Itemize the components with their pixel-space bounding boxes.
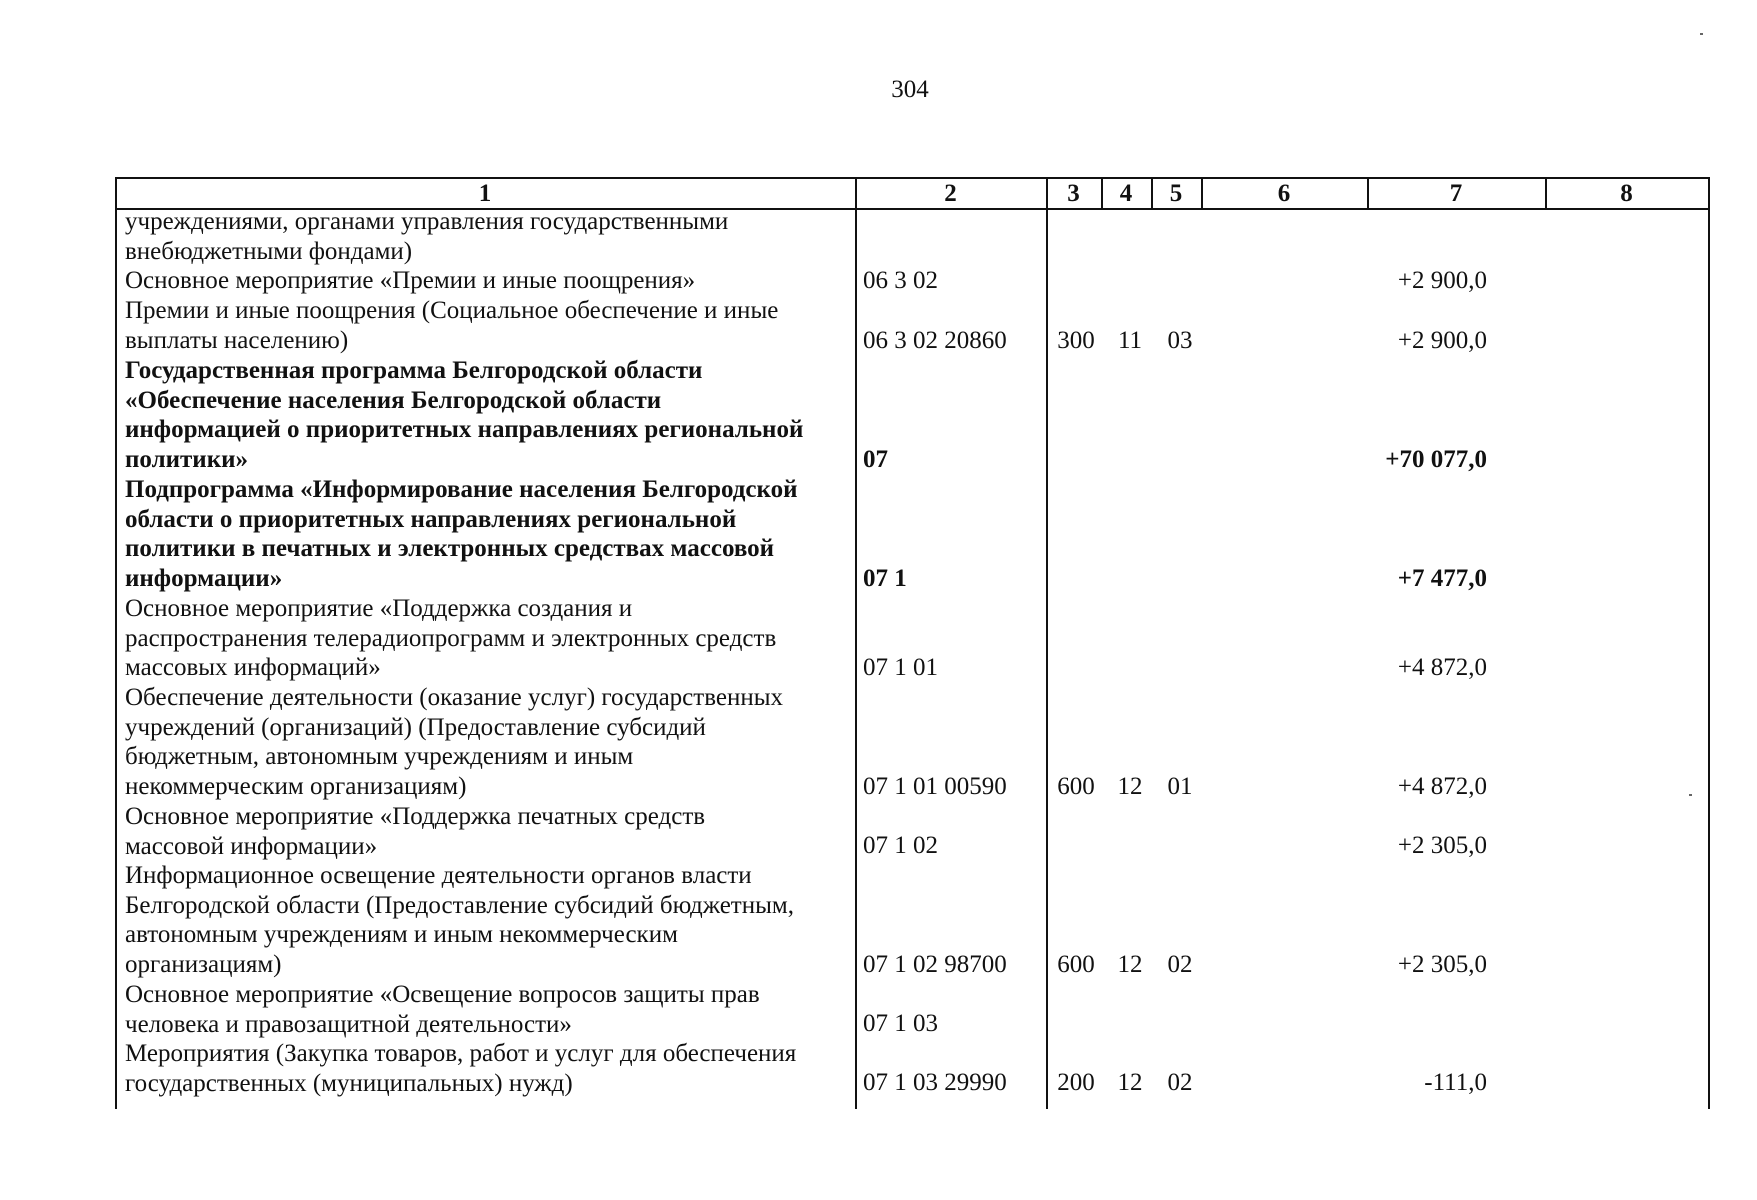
header-col-2: 2 xyxy=(944,180,957,207)
amount-value: +2 900,0 xyxy=(1397,327,1487,354)
description-line: Государственная программа Белгородской области xyxy=(125,357,703,384)
expense-type-code: 300 xyxy=(1057,327,1095,354)
description-line: информацией о приоритетных направлениях региональной xyxy=(125,416,804,444)
description-line: Подпрограмма «Информирование населения Белгородской xyxy=(125,476,798,503)
target-code: 07 xyxy=(863,446,888,473)
description-line: «Обеспечение населения Белгородской области xyxy=(125,386,662,414)
target-code: 06 3 02 20860 xyxy=(863,327,1007,354)
description-line: бюджетным, автономным учреждениям и иным xyxy=(125,743,634,771)
subsection-code: 02 xyxy=(1167,1069,1193,1096)
table-row-description xyxy=(125,861,845,980)
description-line: Основное мероприятие «Премии и иные поощрения» xyxy=(125,267,696,294)
table-row-description xyxy=(125,475,845,594)
target-code: 07 1 01 00590 xyxy=(863,773,1007,800)
amount-value: +4 872,0 xyxy=(1397,773,1487,800)
table-top-rule xyxy=(115,177,1710,179)
scan-speck xyxy=(1689,794,1692,796)
description-line: Информационное освещение деятельности органов власти xyxy=(125,862,752,889)
subsection-code: 02 xyxy=(1167,951,1193,978)
description-line: политики в печатных и электронных средствах массовой xyxy=(125,535,775,563)
expense-type-code: 600 xyxy=(1057,951,1095,978)
table-left-border xyxy=(115,177,117,1109)
description-line: автономным учреждениям и иным некоммерческим xyxy=(125,921,678,949)
subsection-code: 01 xyxy=(1167,773,1193,800)
description-line: области о приоритетных направлениях региональной xyxy=(125,505,737,533)
header-col-8: 8 xyxy=(1620,180,1633,207)
scan-speck xyxy=(1700,33,1703,35)
table-row-description xyxy=(125,802,845,861)
page-number: 304 xyxy=(891,76,929,103)
amount-value: +2 900,0 xyxy=(1397,267,1487,294)
table-row-description xyxy=(125,683,845,802)
expense-type-code: 600 xyxy=(1057,773,1095,800)
header-col-3: 3 xyxy=(1067,180,1080,207)
amount-value: +70 077,0 xyxy=(1385,446,1487,473)
description-line: некоммерческим организациям) xyxy=(125,773,467,801)
table-row-description xyxy=(125,266,845,296)
target-code: 07 1 xyxy=(863,565,907,592)
subsection-code: 03 xyxy=(1167,327,1193,354)
section-code: 11 xyxy=(1117,327,1143,354)
description-line: Премии и иные поощрения (Социальное обеспечение и иные xyxy=(125,297,779,324)
table-row-description xyxy=(125,1039,845,1098)
header-col-6: 6 xyxy=(1277,180,1291,207)
description-line: информации» xyxy=(125,565,283,593)
table-row-description xyxy=(125,594,845,683)
description-line: учреждений (организаций) (Предоставление субсидий xyxy=(125,713,706,741)
header-col-7: 7 xyxy=(1449,180,1463,207)
description-line: Обеспечение деятельности (оказание услуг) государственных xyxy=(125,684,784,711)
description-line: Основное мероприятие «Поддержка создания и xyxy=(125,595,633,622)
amount-value: -111,0 xyxy=(1424,1069,1487,1096)
col-divider-1-2 xyxy=(855,177,857,1109)
description-line: человека и правозащитной деятельности» xyxy=(125,1010,572,1038)
description-line: массовой информации» xyxy=(125,832,378,860)
amount-value: +2 305,0 xyxy=(1397,832,1487,859)
description-line: государственных (муниципальных) нужд) xyxy=(125,1069,573,1097)
col-divider-2-3 xyxy=(1046,177,1048,1109)
amount-value: +2 305,0 xyxy=(1397,951,1487,978)
description-line: внебюджетными фондами) xyxy=(125,237,413,265)
target-code: 07 1 02 98700 xyxy=(863,951,1007,978)
description-line: распространения телерадиопрограмм и электронных средств xyxy=(125,624,777,652)
table-right-border xyxy=(1708,177,1710,1109)
amount-value: +4 872,0 xyxy=(1397,654,1487,681)
table-row-description xyxy=(125,980,845,1039)
target-code: 07 1 03 29990 xyxy=(863,1069,1007,1096)
description-line: Мероприятия (Закупка товаров, работ и услуг для обеспечения xyxy=(125,1040,797,1067)
description-line: учреждениями, органами управления государственными xyxy=(125,208,729,235)
section-code: 12 xyxy=(1117,951,1143,978)
table-row-description xyxy=(125,356,845,475)
table-row-description xyxy=(125,296,845,355)
description-line: выплаты населению) xyxy=(125,326,349,354)
target-code: 07 1 01 xyxy=(863,654,938,681)
description-line: Основное мероприятие «Освещение вопросов защиты прав xyxy=(125,981,760,1008)
header-col-1: 1 xyxy=(478,180,492,207)
section-code: 12 xyxy=(1117,773,1143,800)
target-code: 07 1 02 xyxy=(863,832,938,859)
description-line: организациям) xyxy=(125,951,282,979)
target-code: 06 3 02 xyxy=(863,267,938,294)
description-line: политики» xyxy=(125,446,248,474)
description-line: Белгородской области (Предоставление субсидий бюджетным, xyxy=(125,891,794,919)
description-line: массовых информаций» xyxy=(125,654,381,682)
header-col-5: 5 xyxy=(1169,180,1183,207)
header-col-4: 4 xyxy=(1119,180,1133,207)
budget-table xyxy=(115,177,1710,1109)
section-code: 12 xyxy=(1117,1069,1143,1096)
target-code: 07 1 03 xyxy=(863,1010,938,1037)
amount-value: +7 477,0 xyxy=(1397,565,1487,592)
expense-type-code: 200 xyxy=(1057,1069,1095,1096)
table-row-description xyxy=(125,207,845,266)
description-line: Основное мероприятие «Поддержка печатных средств xyxy=(125,803,706,830)
